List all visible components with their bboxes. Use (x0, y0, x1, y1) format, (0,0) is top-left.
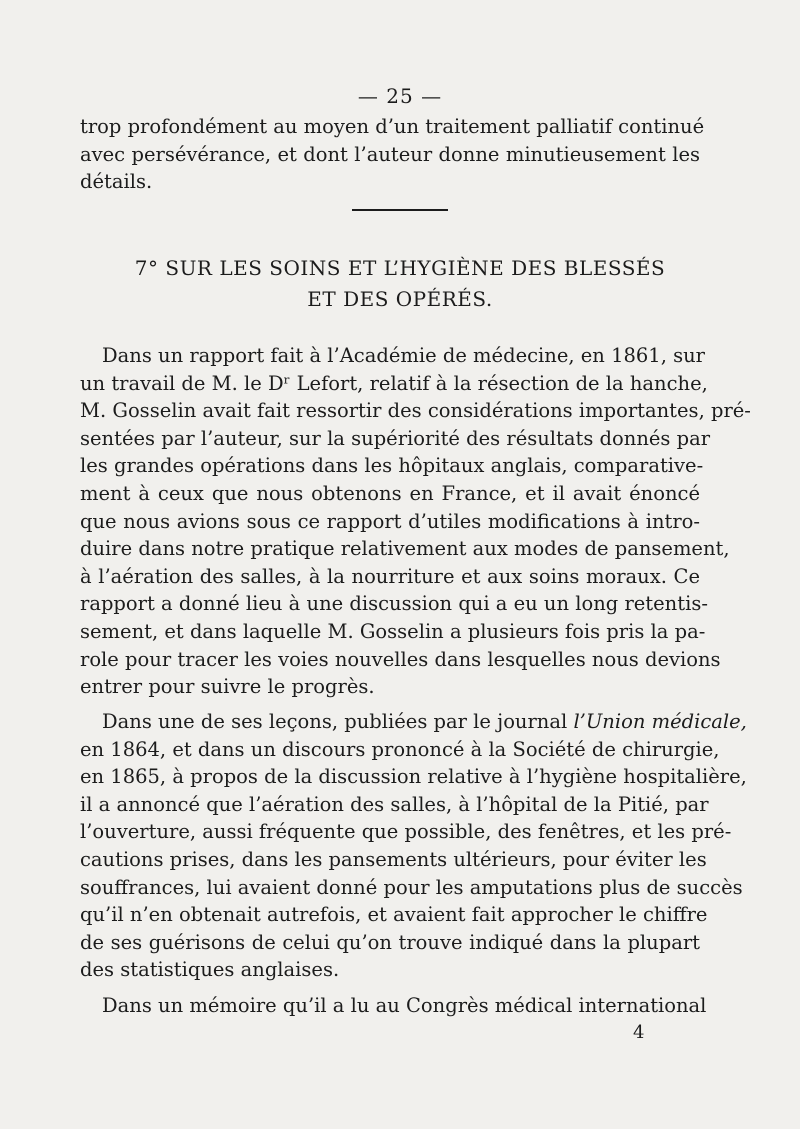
text-line: entrer pour suivre le progrès. (80, 675, 375, 699)
text-line: Dans un rapport fait à l’Académie de médecine, en 1861, sur (102, 344, 705, 367)
text-line: souffrances, lui avaient donné pour les amputations plus de succès (80, 875, 743, 899)
text-line: cautions prises, dans les pansements ultérieurs, pour éviter les (80, 847, 707, 871)
section-divider (352, 209, 448, 211)
text-line: rapport a donné lieu à une discussion qui a eu un long retentis- (80, 592, 708, 616)
text-line: que nous avions sous ce rapport d’utiles modifications à intro- (80, 509, 700, 533)
text-line: à l’aération des salles, à la nourriture et aux soins moraux. Ce (80, 564, 700, 588)
paragraph-2 (80, 708, 747, 984)
text-line: des statistiques anglaises. (80, 958, 340, 982)
journal-title: l’Union médicale, (573, 710, 747, 733)
text-line: role pour tracer les voies nouvelles dans lesquelles nous devions (80, 647, 721, 671)
text-line: de ses guérisons de celui qu’on trouve indiqué dans la plupart (80, 930, 700, 954)
intro-text (80, 113, 705, 196)
text-line: il a annoncé que l’aération des salles, à l’hôpital de la Pitié, par (80, 792, 709, 816)
text-line: avec persévérance, et dont l’auteur donne minutieusement les (80, 142, 700, 166)
paragraph-1 (80, 342, 751, 701)
text-line: l’ouverture, aussi fréquente que possible, des fenêtres, et les pré- (80, 820, 732, 844)
text-line: les grandes opérations dans les hôpitaux anglais, comparative- (80, 454, 704, 478)
text-line: duire dans notre pratique relativement aux modes de pansement, (80, 537, 730, 561)
text-line: en 1864, et dans un discours prononcé à la Société de chirurgie, (80, 737, 720, 761)
text-line: M. Gosselin avait fait ressortir des considérations importantes, pré- (80, 399, 751, 423)
text-line: en 1865, à propos de la discussion relative à l’hygiène hospitalière, (80, 765, 747, 789)
text-line: détails. (80, 170, 153, 194)
text-segment: Dans une de ses leçons, publiées par le journal (102, 710, 574, 733)
text-line: sement, et dans laquelle M. Gosselin a plusieurs fois pris la pa- (80, 619, 706, 643)
text-line: trop profondément au moyen d’un traitement palliatif continué (80, 115, 705, 138)
signature-mark: 4 (633, 1022, 645, 1043)
text-line (80, 708, 747, 736)
text-line: un travail de M. le Dʳ Lefort, relatif à la résection de la hanche, (80, 371, 708, 395)
section-heading-line-2: ET DES OPÉRÉS. (307, 287, 493, 311)
section-heading-line-1: 7° SUR LES SOINS ET L’HYGIÈNE DES BLESSÉS (134, 256, 666, 280)
paragraph-3 (80, 992, 707, 1020)
text-line: ment à ceux que nous obtenons en France, et il avait énoncé (80, 481, 700, 505)
text-line: qu’il n’en obtenait autrefois, et avaient fait approcher le chiffre (80, 903, 708, 927)
text-line: Dans un mémoire qu’il a lu au Congrès médical international (102, 994, 707, 1017)
text-line: sentées par l’auteur, sur la supériorité des résultats donnés par (80, 426, 711, 450)
page-number: — 25 — (357, 84, 443, 108)
